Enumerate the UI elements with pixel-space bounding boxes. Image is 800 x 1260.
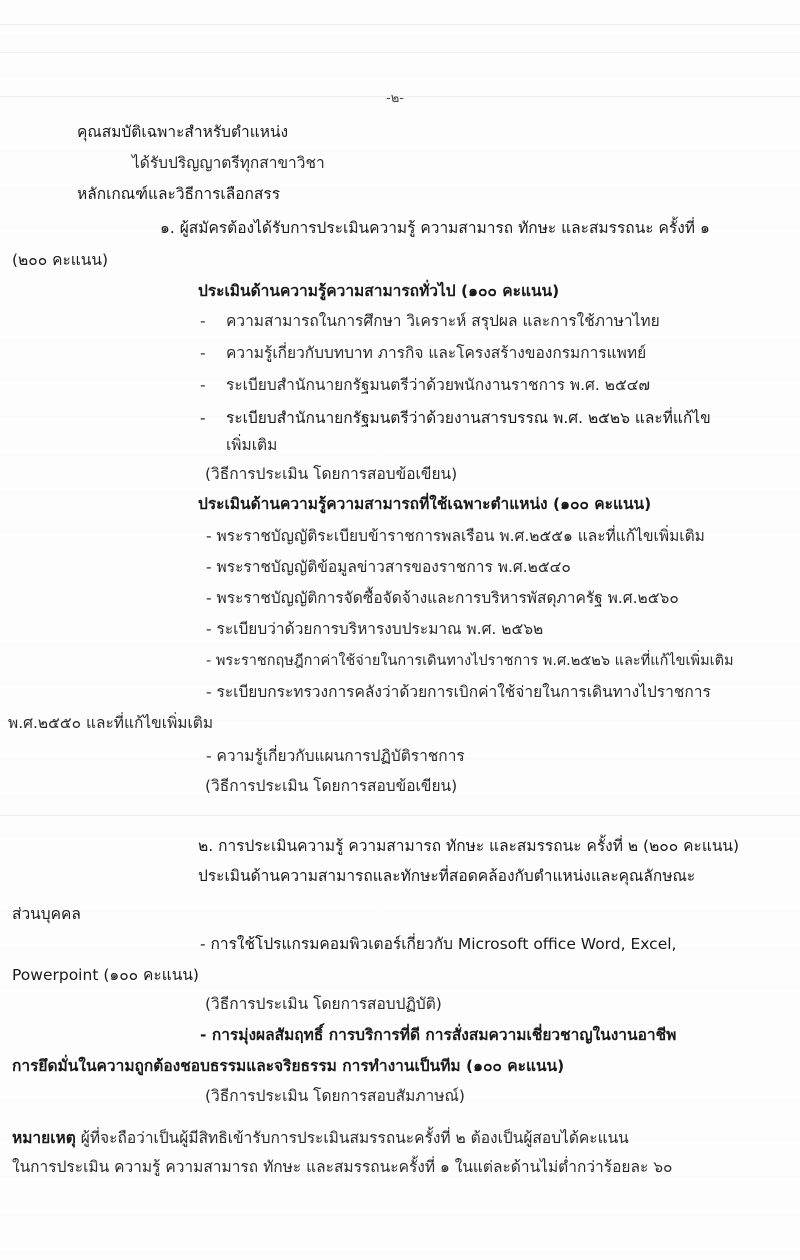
specific-heading: ประเมินด้านความรู้ความสามารถที่ใช้เฉพาะตำแหน่ง (๑๐๐ คะแนน): [198, 495, 652, 513]
scan-artifact: [0, 815, 800, 816]
scan-artifact: [0, 52, 800, 53]
note-line2: ในการประเมิน ความรู้ ความสามารถ ทักษะ และสมรรถนะครั้งที่ ๑ ในแต่ละด้านไม่ต่ำกว่าร้อยละ ๖๐: [12, 1158, 673, 1176]
general-heading: ประเมินด้านความรู้ความสามารถทั่วไป (๑๐๐ คะแนน): [198, 282, 560, 300]
criteria-heading: หลักเกณฑ์และวิธีการเลือกสรร: [77, 185, 281, 203]
competency-line2: การยึดมั่นในความถูกต้องชอบธรรมและจริยธรรม การทำงานเป็นทีม (๑๐๐ คะแนน): [12, 1057, 565, 1075]
specific-item-continued: พ.ศ.๒๕๕๐ และที่แก้ไขเพิ่มเติม: [8, 714, 214, 732]
general-item: - ความสามารถในการศึกษา วิเคราะห์ สรุปผล และการใช้ภาษาไทย: [200, 312, 660, 330]
general-item: - ระเบียบสำนักนายกรัฐมนตรีว่าด้วยงานสารบรรณ พ.ศ. ๒๕๒๖ และที่แก้ไข: [200, 409, 711, 427]
qualifications-heading: คุณสมบัติเฉพาะสำหรับตำแหน่ง: [77, 123, 289, 141]
computer-skill-line2: Powerpoint (๑๐๐ คะแนน): [12, 966, 199, 984]
section2-line1: ๒. การประเมินความรู้ ความสามารถ ทักษะ และสมรรถนะ ครั้งที่ ๒ (๒๐๐ คะแนน): [198, 837, 740, 855]
specific-item: - พระราชกฤษฎีกาค่าใช้จ่ายในการเดินทางไปราชการ พ.ศ.๒๕๒๖ และที่แก้ไขเพิ่มเติม: [206, 653, 734, 669]
general-item: - ระเบียบสำนักนายกรัฐมนตรีว่าด้วยพนักงานราชการ พ.ศ. ๒๕๔๗: [200, 376, 651, 394]
page-number: -๒-: [386, 91, 404, 106]
section1-line2: (๒๐๐ คะแนน): [12, 251, 109, 269]
specific-item: - พระราชบัญญัติระเบียบข้าราชการพลเรือน พ.ศ.๒๕๕๑ และที่แก้ไขเพิ่มเติม: [206, 527, 705, 545]
general-item-continued: เพิ่มเติม: [226, 436, 278, 454]
general-method: (วิธีการประเมิน โดยการสอบข้อเขียน): [205, 465, 458, 483]
note-label: หมายเหตุ: [12, 1129, 76, 1147]
specific-item: - พระราชบัญญัติการจัดซื้อจัดจ้างและการบริหารพัสดุภาครัฐ พ.ศ.๒๕๖๐: [206, 589, 679, 607]
section1-line1: ๑. ผู้สมัครต้องได้รับการประเมินความรู้ ความสามารถ ทักษะ และสมรรถนะ ครั้งที่ ๑: [160, 219, 710, 237]
section2-line2: ประเมินด้านความสามารถและทักษะที่สอดคล้องกับตำแหน่งและคุณลักษณะ: [198, 867, 696, 885]
competency-line1: - การมุ่งผลสัมฤทธิ์ การบริการที่ดี การสั่งสมความเชี่ยวชาญในงานอาชีพ: [200, 1026, 677, 1044]
computer-skill-line1: - การใช้โปรแกรมคอมพิวเตอร์เกี่ยวกับ Microsoft office Word, Excel,: [200, 935, 677, 953]
computer-skill-method: (วิธีการประเมิน โดยการสอบปฏิบัติ): [205, 995, 442, 1013]
note-line1: หมายเหตุ ผู้ที่จะถือว่าเป็นผู้มีสิทธิเข้ารับการประเมินสมรรถนะครั้งที่ ๒ ต้องเป็นผู้สอบได้คะแนน: [12, 1129, 629, 1147]
specific-item: - ความรู้เกี่ยวกับแผนการปฏิบัติราชการ: [206, 747, 465, 765]
competency-method: (วิธีการประเมิน โดยการสอบสัมภาษณ์): [205, 1087, 465, 1105]
scan-artifact: [0, 24, 800, 25]
specific-item: - ระเบียบกระทรวงการคลังว่าด้วยการเบิกค่าใช้จ่ายในการเดินทางไปราชการ: [206, 683, 711, 701]
specific-method: (วิธีการประเมิน โดยการสอบข้อเขียน): [205, 777, 458, 795]
general-item: - ความรู้เกี่ยวกับบทบาท ภารกิจ และโครงสร้างของกรมการแพทย์: [200, 344, 647, 362]
specific-item: - ระเบียบว่าด้วยการบริหารงบประมาณ พ.ศ. ๒๕๖๒: [206, 620, 544, 638]
qualifications-text: ได้รับปริญญาตรีทุกสาขาวิชา: [132, 154, 325, 172]
specific-item: - พระราชบัญญัติข้อมูลข่าวสารของราชการ พ.ศ.๒๕๔๐: [206, 558, 571, 576]
section2-line3: ส่วนบุคคล: [12, 905, 81, 923]
